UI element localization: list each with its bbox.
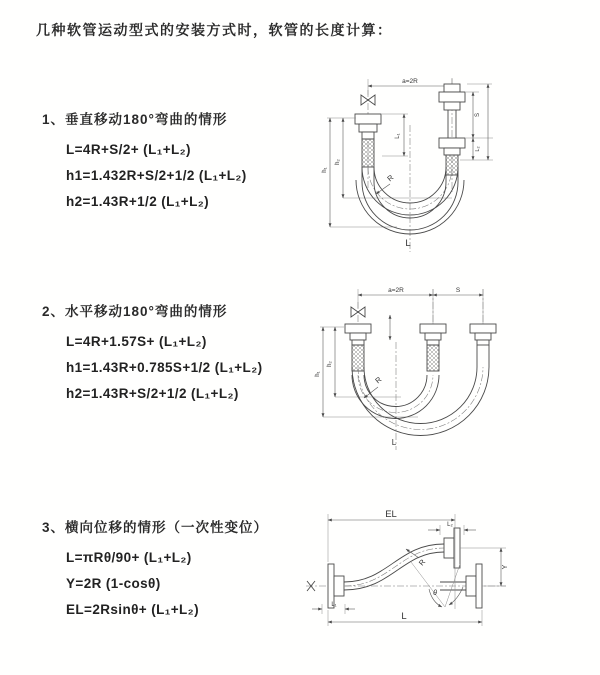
dim-l2 [428,522,476,535]
section-2-heading: 2、水平移动180°弯曲的情形 [42,304,228,319]
dim-label-l2: L₂ [475,146,481,152]
formula-line: L=4R+1.57S+ (L₁+L₂) [66,334,207,349]
dim-label-el: EL [385,509,397,520]
formula-line: h1=1.432R+S/2+1/2 (L₁+L₂) [66,168,247,183]
dim-l1 [382,114,408,156]
hose-braid [446,155,458,175]
middle-fitting [420,324,446,371]
hose-braid [362,139,374,167]
right-fitting [439,84,465,175]
formula-line: EL=2Rsinθ+ (L₁+L₂) [66,602,199,617]
left-fitting [345,324,371,371]
dim-label-theta: θ [433,590,437,597]
hose-u-bends [352,345,489,436]
hose-s-curve [344,544,444,590]
section-1-heading: 1、垂直移动180°弯曲的情形 [42,112,228,127]
page-title: 几种软管运动型式的安装方式时，软管的长度计算： [36,22,393,38]
left-fitting [355,114,381,167]
dim-label-h2: h₂ [335,159,341,165]
upper-right-flange [444,528,460,568]
dim-label-h2: h₂ [327,361,333,367]
formula-line: h1=1.43R+0.785S+1/2 (L₁+L₂) [66,360,263,375]
dim-label-s: S [455,287,461,294]
dim-label-h1: h₁ [315,371,321,377]
dim-label-s: S [475,112,481,118]
section-2 [42,300,262,407]
diagram-lateral-displacement [296,504,566,644]
formula-line: h2=1.43R+1/2 (L₁+L₂) [66,194,210,209]
section-3 [42,516,268,623]
dim-label-r: R [416,557,428,568]
dim-label-l1: L₁ [331,602,337,608]
dim-a2r-s [358,287,483,324]
dim-label-a2r: a=2R [388,287,404,294]
centerlines [358,289,483,450]
section-1 [42,108,247,215]
formula-line: L=πRθ/90+ (L₁+L₂) [66,550,192,565]
right-fitting [470,324,496,345]
formula-line: Y=2R (1-cosθ) [66,576,161,591]
dim-label-h1: h₁ [322,167,328,173]
dim-label-r: R [385,172,396,184]
dim-label-l-total: L [391,438,397,447]
dim-label-r: R [373,374,384,386]
dim-label-l-total: L [401,611,407,622]
diagram-vertical-180-bend [312,70,547,260]
radius-callout [376,173,396,194]
diagram-horizontal-180-bend [306,282,566,457]
dim-label-l2: L₂ [447,522,453,528]
dim-label-a2r: a=2R [402,78,418,85]
dim-h1-h2 [315,327,418,417]
dim-l [328,610,482,626]
formula-line: L=4R+S/2+ (L₁+L₂) [66,142,191,157]
dim-label-l1: L₁ [395,133,401,139]
dim-label-l-total: L [405,238,411,249]
dim-label-y: Y [502,564,509,570]
section-3-heading: 3、横向位移的情形（一次性变位） [42,520,269,535]
formula-line: h2=1.43R+S/2+1/2 (L₁+L₂) [66,386,239,401]
